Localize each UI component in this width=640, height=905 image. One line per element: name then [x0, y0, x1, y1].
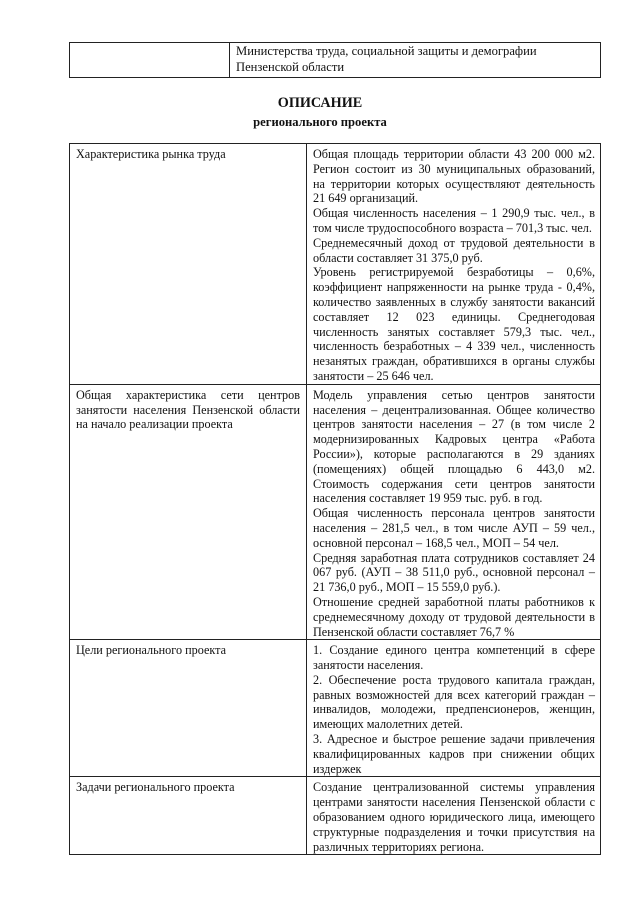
paragraph: Средняя заработная плата сотрудников составляет 24 067 руб. (АУП – 38 511,0 руб., основной персонал – 21 736,0 руб., МОП – 15 559,0 руб.). [313, 550, 595, 595]
document-title: ОПИСАНИЕ [277, 95, 363, 111]
document-subtitle: регионального проекта [253, 115, 387, 129]
paragraph: Отношение средней заработной платы работников к среднемесячному доходу от трудовой деятельности в Пензенской области составляет 76,7 % [313, 594, 595, 639]
paragraph: 3. Адресное и быстрое решение задачи привлечения квалифицированных кадров при снижении общих издержек [313, 732, 595, 776]
row-label: Характеристика рынка труда [70, 144, 307, 385]
row-content [307, 777, 601, 855]
row-label: Задачи регионального проекта [70, 777, 307, 855]
paragraph: 1. Создание единого центра компетенций в сфере занятости населения. [313, 643, 595, 673]
table-row-employment-centers [70, 384, 601, 640]
row-content [307, 384, 601, 640]
paragraph: Уровень регистрируемой безработицы – 0,6%, коэффициент напряженности на рынке труда - 0,4%, количество заявленных в службу занятости вакансий составляет 12 023 единицы. Среднегодовая численность занятых составляет 579,3 тыс. чел., численность безработных – 4 339 чел., численность незанятых граждан, обратившихся в органы службы занятости – 25 646 чел. [313, 265, 595, 383]
row-label: Общая характеристика сети центров занятости населения Пензенской области на начало реализации проекта [70, 384, 307, 640]
row-content [307, 144, 601, 385]
ministry-cell [230, 43, 601, 78]
row-content [307, 640, 601, 777]
paragraph: Общая площадь территории области 43 200 000 м2. Регион состоит из 30 муниципальных образований, на территории которых осуществляют деятельность 21 649 организаций. [313, 147, 595, 206]
table-row-project-goals [70, 640, 601, 777]
ministry-line-2: Пензенской области [236, 59, 345, 74]
paragraph: Создание централизованной системы управления центрами занятости населения Пензенской области с образованием одного юридического лица, имеющего структурные подразделения и точки присутствия на различных территориях региона. [313, 780, 595, 854]
ministry-line-1: Министерства труда, социальной защиты и демографии [236, 44, 537, 58]
description-table [69, 143, 601, 855]
header-table [69, 42, 601, 78]
table-row-project-tasks [70, 777, 601, 855]
row-label: Цели регионального проекта [70, 640, 307, 777]
paragraph: Общая численность населения – 1 290,9 тыс. чел., в том числе трудоспособного возраста – 701,3 тыс. чел. [313, 206, 595, 235]
header-row [70, 43, 601, 78]
paragraph: Среднемесячный доход от трудовой деятельности в области составляет 31 375,0 руб. [313, 235, 595, 265]
paragraph: 2. Обеспечение роста трудового капитала граждан, равных возможностей для всех категорий граждан – инвалидов, молодежи, предпенсионеров, женщин, имеющих малолетних детей. [313, 672, 595, 732]
paragraph: Модель управления сетью центров занятости населения – децентрализованная. Общее количество центров занятости населения – 27 (в том числе 2 модернизированных Кадровых центра «Работа России»), которые располагаются в 29 зданиях (помещениях) общей площадью 6 443,0 м2. Стоимость содержания сети центров занятости населения составляет 19 959 тыс. руб. в год. [313, 387, 595, 506]
paragraph: Общая численность персонала центров занятости населения – 281,5 чел., в том числе АУП – 59 чел., основной персонал – 168,5 чел., МОП – 54 чел. [313, 506, 595, 550]
header-empty-cell [70, 43, 230, 78]
table-row-labor-market [70, 144, 601, 385]
